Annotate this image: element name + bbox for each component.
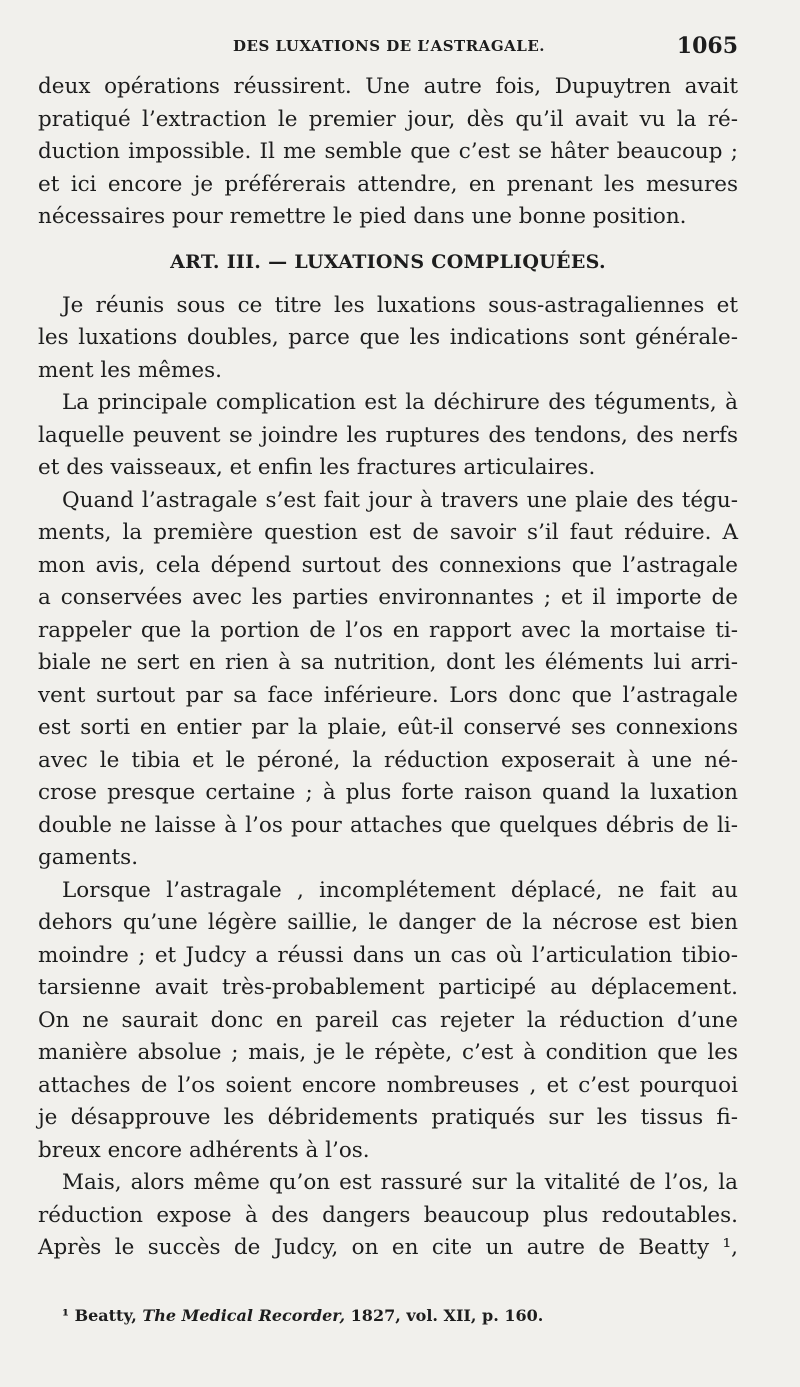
paragraph <box>38 71 738 234</box>
text-line: Quand l’astragale s’est fait jour à travers une plaie des tégu- <box>62 487 738 513</box>
text-line: crose presque certaine ; à plus forte raison quand la luxation <box>38 780 738 805</box>
text-line: biale ne sert en rien à sa nutrition, dont les éléments lui arri- <box>38 650 738 675</box>
text-line: les luxations doubles, parce que les indications sont générale- <box>38 325 738 350</box>
text-line: gaments. <box>38 845 139 870</box>
text-line: laquelle peuvent se joindre les ruptures des tendons, des nerfs <box>38 422 738 448</box>
text-line: attaches de l’os soient encore nombreuses , et c’est pourquoi <box>38 1072 738 1098</box>
paragraph <box>38 485 738 875</box>
text-line: rappeler que la portion de l’os en rapport avec la mortaise ti- <box>38 617 738 643</box>
text-line: avec le tibia et le péroné, la réduction exposerait à une né- <box>38 747 738 773</box>
text-line: Lorsque l’astragale , incomplétement déplacé, ne fait au <box>62 877 738 903</box>
page-number: 1065 <box>676 33 738 59</box>
paragraph <box>38 1167 738 1265</box>
footnote <box>62 1306 543 1325</box>
text-line: et des vaisseaux, et enfin les fractures articulaires. <box>38 455 596 480</box>
text-line: La principale complication est la déchirure des téguments, à <box>62 390 738 415</box>
text-line: On ne saurait donc en pareil cas rejeter la réduction d’une <box>38 1007 738 1033</box>
footnote-journal: The Medical Recorder, <box>142 1306 346 1325</box>
footnote-author: Beatty, <box>74 1306 137 1325</box>
text-line: dehors qu’une légère saillie, le danger de la nécrose est bien <box>38 910 738 935</box>
text-line: manière absolue ; mais, je le répète, c’est à condition que les <box>38 1040 738 1065</box>
text-line: ments, la première question est de savoir s’il faut réduire. A <box>38 520 738 545</box>
text-line: moindre ; et Judcy a réussi dans un cas où l’articulation tibio- <box>38 942 738 968</box>
paragraph <box>38 290 738 388</box>
running-head: DES LUXATIONS DE L’ASTRAGALE. <box>233 37 545 55</box>
text-line: Après le succès de Judcy, on en cite un autre de Beatty ¹, <box>38 1235 738 1260</box>
text-line: deux opérations réussirent. Une autre fois, Dupuytren avait <box>38 74 738 99</box>
text-line: double ne laisse à l’os pour attaches que quelques débris de li- <box>38 812 738 838</box>
text-line: duction impossible. Il me semble que c’est se hâter beaucoup ; <box>38 139 738 164</box>
text-line: tarsienne avait très-probablement participé au déplacement. <box>38 975 738 1000</box>
text-line: réduction expose à des dangers beaucoup plus redoutables. <box>38 1202 738 1228</box>
text-line: breux encore adhérents à l’os. <box>38 1137 370 1163</box>
body-text <box>38 71 738 1265</box>
text-line: pratiqué l’extraction le premier jour, dès qu’il avait vu la ré- <box>38 106 738 132</box>
text-line: et ici encore je préférerais attendre, en prenant les mesures <box>38 171 738 197</box>
text-line: je désapprouve les débridements pratiqués sur les tissus fi- <box>38 1105 738 1130</box>
text-line: nécessaires pour remettre le pied dans une bonne position. <box>38 204 687 229</box>
text-line: vent surtout par sa face inférieure. Lors donc que l’astragale <box>38 682 738 708</box>
footnote-marker: ¹ <box>62 1306 70 1325</box>
text-line: ment les mêmes. <box>38 357 222 383</box>
text-line: est sorti en entier par la plaie, eût-il conservé ses connexions <box>38 715 738 740</box>
text-line: Mais, alors même qu’on est rassuré sur la vitalité de l’os, la <box>62 1170 738 1195</box>
text-line: a conservées avec les parties environnantes ; et il importe de <box>38 585 738 610</box>
footnote-reference: 1827, vol. XII, p. 160. <box>350 1306 544 1325</box>
paragraph <box>38 387 738 485</box>
section-title: ART. III. — LUXATIONS COMPLIQUÉES. <box>170 250 606 273</box>
text-line: mon avis, cela dépend surtout des connexions que l’astragale <box>38 552 738 578</box>
text-line: Je réunis sous ce titre les luxations sous-astragaliennes et <box>62 292 738 318</box>
page-header <box>38 33 740 63</box>
paragraph <box>38 875 738 1168</box>
